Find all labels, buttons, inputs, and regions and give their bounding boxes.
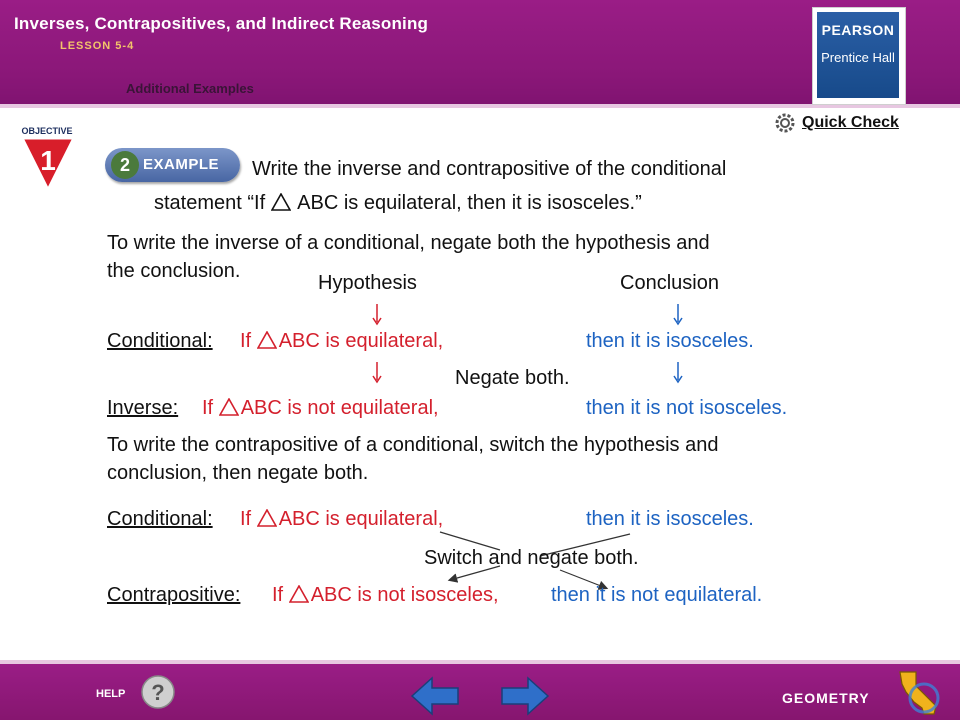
inverse-intro-line-1: To write the inverse of a conditional, negate both the hypothesis and [107, 232, 710, 254]
objective-label: OBJECTIVE [21, 126, 73, 136]
pearson-logo-top: PEARSON [821, 22, 895, 38]
objective-number: 1 [40, 145, 56, 176]
if-word: If [240, 330, 252, 352]
conditional-hypothesis [240, 330, 443, 353]
conclusion-heading: Conclusion [620, 272, 719, 294]
if-word: If [272, 584, 284, 606]
contra-intro-line-1: To write the contrapositive of a conditional, switch the hypothesis and [107, 434, 719, 456]
help-question-icon: ? [151, 680, 165, 705]
subject-label: GEOMETRY [782, 690, 870, 706]
contrapositive-label: Contrapositive: [107, 584, 241, 606]
inverse-conclusion: then it is not isosceles. [586, 397, 788, 419]
problem-line-1: Write the inverse and contrapositive of the conditional [252, 158, 727, 180]
problem-line-2-post: ABC is equilateral, then it is isosceles.” [297, 192, 642, 214]
previous-button[interactable] [410, 676, 460, 716]
inverse-hypothesis [202, 397, 439, 420]
if-word: If [240, 508, 252, 530]
arrow-down-icon [373, 362, 381, 382]
conditional-conclusion: then it is isosceles. [586, 330, 754, 352]
triangle-icon [257, 331, 277, 349]
arrow-down-icon [373, 304, 381, 324]
switch-negate-note: Switch and negate both. [424, 547, 639, 569]
example-word: EXAMPLE [143, 156, 220, 173]
if-word: If [202, 397, 214, 419]
help-button[interactable] [140, 674, 176, 710]
hypothesis-heading: Hypothesis [318, 272, 417, 294]
inverse-hyp-text: ABC is not equilateral, [240, 397, 439, 419]
pearson-logo-bottom: Prentice Hall [821, 50, 895, 65]
example-number: 2 [111, 151, 139, 179]
conditional-hyp-text: ABC is equilateral, [278, 330, 444, 352]
california-state-icon [894, 668, 944, 718]
contrapositive-hyp-text: ABC is not isosceles, [310, 584, 499, 606]
next-button[interactable] [500, 676, 550, 716]
lesson-title: Inverses, Contrapositives, and Indirect Reasoning [14, 14, 429, 33]
contra-intro-line-2: conclusion, then negate both. [107, 462, 369, 484]
conditional-label: Conditional: [107, 508, 213, 530]
negate-both-note: Negate both. [455, 367, 570, 389]
conditional-hyp-text: ABC is equilateral, [278, 508, 444, 530]
inverse-label: Inverse: [107, 397, 179, 419]
inverse-intro-line-2: the conclusion. [107, 260, 241, 282]
triangle-icon [219, 398, 239, 416]
problem-line-2-pre: statement “If [154, 192, 266, 214]
quick-check-label[interactable]: Quick Check [802, 114, 899, 131]
lesson-number: LESSON 5-4 [60, 40, 135, 52]
arrow-down-icon [674, 362, 682, 382]
help-label: HELP [96, 688, 126, 700]
triangle-icon [257, 509, 277, 527]
contrapositive-conclusion: then it is not equilateral. [551, 584, 763, 606]
conditional-label: Conditional: [107, 330, 213, 352]
contrapositive-hypothesis [272, 584, 499, 607]
section-label: Additional Examples [126, 81, 254, 96]
triangle-icon [289, 585, 309, 603]
conditional-conclusion: then it is isosceles. [586, 508, 754, 530]
conditional-hypothesis [240, 508, 443, 531]
arrow-down-icon [674, 304, 682, 324]
